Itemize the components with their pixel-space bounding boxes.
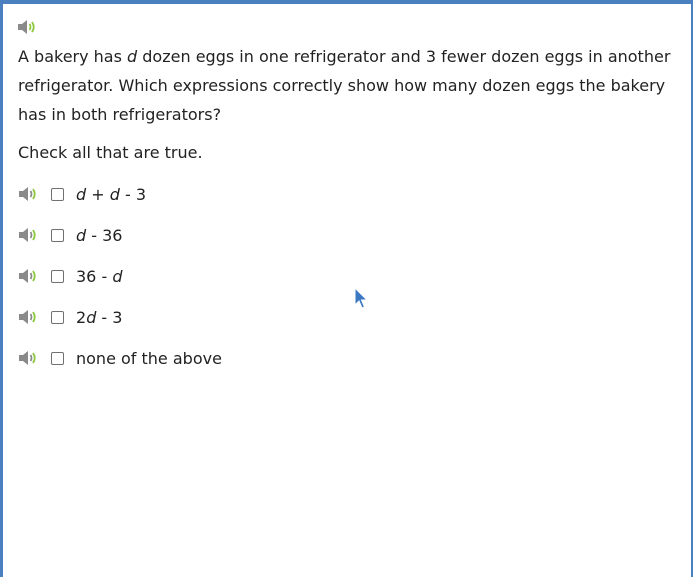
choice-label-part: d [112,266,123,286]
speaker-icon[interactable] [18,309,38,325]
choice-label-part: none of the above [76,348,222,368]
choice-label [76,267,122,286]
choice-label [76,308,122,327]
choice-label-part: + [86,184,110,204]
choice-label-part: - 3 [96,307,123,327]
choice-label [76,226,122,245]
question-text [18,42,683,129]
speaker-icon[interactable] [18,268,38,284]
choice-label-part: 36 - [76,266,113,286]
question-text-part1: A bakery has [18,47,128,66]
choice-checkbox[interactable] [51,188,64,201]
instruction-text: Check all that are true. [18,143,203,162]
choice-checkbox[interactable] [51,229,64,242]
choice-label-part: d [76,225,87,245]
choice-label-part: 2 [76,307,87,327]
speaker-icon[interactable] [18,350,38,366]
mouse-pointer-icon [354,287,368,311]
choice-label [76,185,146,204]
speaker-icon[interactable] [17,19,37,35]
question-text-part2: dozen eggs in one refrigerator and 3 fewer dozen eggs in another refrigerator. Which expressions correctly show how many dozen eggs the bakery has in both refrigerators? [18,47,671,124]
variable-d: d [127,47,138,66]
choice-label-part: d [109,184,120,204]
choice-row[interactable] [18,183,146,205]
choice-checkbox[interactable] [51,352,64,365]
choice-label-part: - 3 [119,184,147,204]
choice-checkbox[interactable] [51,270,64,283]
choice-label-part: d [76,184,87,204]
choice-label [76,349,222,368]
speaker-icon[interactable] [18,186,38,202]
choice-label-part: - 36 [86,225,123,245]
choice-checkbox[interactable] [51,311,64,324]
choice-row[interactable] [18,306,122,328]
choice-row[interactable] [18,265,122,287]
choice-row[interactable] [18,347,222,369]
choice-label-part: d [86,307,97,327]
choice-row[interactable] [18,224,122,246]
speaker-icon[interactable] [18,227,38,243]
